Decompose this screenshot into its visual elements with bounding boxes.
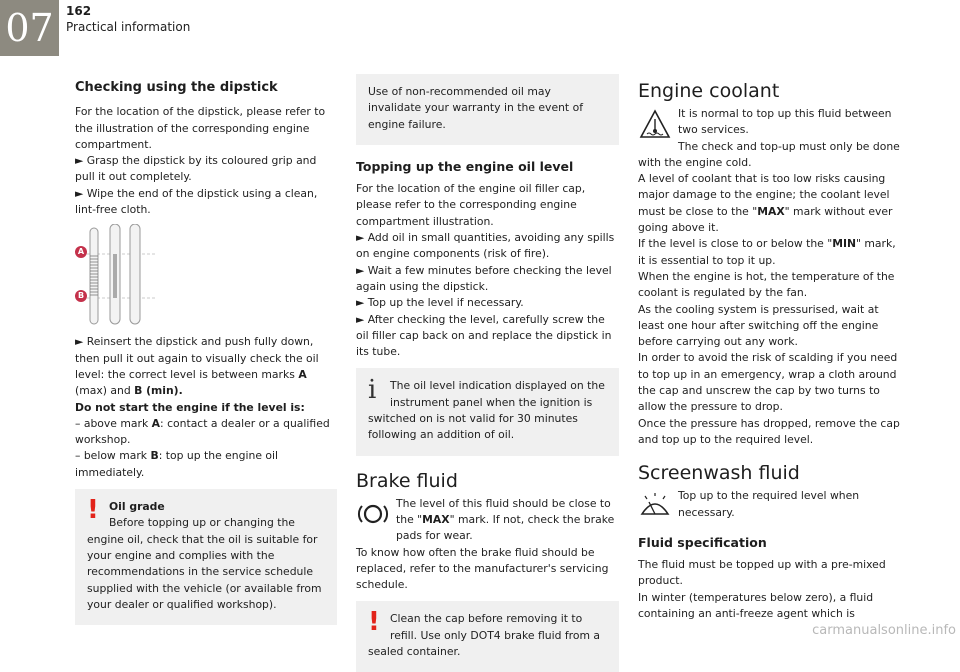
above-mark-text: – above mark A: contact a dealer or a qualified workshop. bbox=[75, 416, 330, 447]
coolant-text-1: It is normal to top up this fluid between two services. bbox=[678, 107, 892, 137]
coolant-text-4: If the level is close to or below the "MIN" mark, it is essential to top it up. bbox=[638, 237, 896, 267]
coolant-text-8: Once the pressure has dropped, remove the cap and top up to the required level. bbox=[638, 416, 900, 446]
coolant-icon bbox=[638, 108, 672, 140]
topping-step-4: ► After checking the level, carefully screw the oil filler cap back on and replace the dipstick in its tube. bbox=[356, 312, 612, 359]
dipstick-heading: Checking using the dipstick bbox=[75, 80, 278, 95]
warning-icon: ! bbox=[87, 495, 99, 526]
brake-fluid-icon bbox=[356, 498, 390, 530]
coolant-text-5: When the engine is hot, the temperature of the coolant is regulated by the fan. bbox=[638, 269, 895, 300]
topping-step-2: ► Wait a few minutes before checking the level again using the dipstick. bbox=[356, 263, 612, 293]
dipstick-intro: For the location of the dipstick, please refer to the illustration of the corresponding engine compartment. bbox=[75, 105, 326, 151]
oil-grade-box bbox=[75, 489, 337, 625]
screenwash-icon bbox=[638, 490, 672, 522]
coolant-text-2: The check and top-up must only be done with the engine cold. bbox=[638, 139, 900, 169]
warranty-note-box bbox=[356, 74, 619, 145]
screenwash-text: Top up to the required level when necessary. bbox=[678, 489, 860, 519]
brake-text-2: To know how often the brake fluid should be replaced, refer to the manufacturer's servicing schedule. bbox=[356, 545, 609, 592]
dipstick-step-2: ► Wipe the end of the dipstick using a clean, lint-free cloth. bbox=[75, 186, 318, 217]
page-number: 162 bbox=[66, 4, 92, 18]
brake-warning-box bbox=[356, 601, 619, 672]
info-icon: i bbox=[368, 375, 377, 406]
coolant-text-6: As the cooling system is pressurised, wait at least one hour after switching off the engine before carrying out any work. bbox=[638, 302, 879, 349]
below-mark-text: – below mark B: top up the engine oil immediately. bbox=[75, 449, 279, 479]
fluid-spec-heading: Fluid specification bbox=[638, 534, 767, 550]
oil-grade-text: Before topping up or changing the engine oil, check that the oil is suitable for your engine and complies with the recommendations in the service schedule supplied with the vehicle (or available from your dealer or qualified workshop). bbox=[87, 516, 322, 611]
coolant-heading: Engine coolant bbox=[638, 80, 780, 102]
oil-grade-title: Oil grade bbox=[109, 500, 165, 514]
section-title: Practical information bbox=[66, 20, 191, 34]
column-2 bbox=[356, 74, 619, 672]
column-3 bbox=[638, 80, 904, 622]
dipstick-step-3: ► Reinsert the dipstick and push fully down, then pull it out again to visually check the oil level: the correct level is between marks A (max) and B (min). bbox=[75, 335, 319, 398]
marker-b: B bbox=[75, 290, 87, 302]
brake-warning-text: Clean the cap before removing it to refill. Use only DOT4 brake fluid from a sealed container. bbox=[368, 612, 601, 659]
fluid-spec-1: The fluid must be topped up with a pre-mixed product. bbox=[638, 558, 886, 588]
topping-intro: For the location of the engine oil filler cap, please refer to the corresponding engine compartment illustration. bbox=[356, 182, 586, 228]
column-1 bbox=[75, 80, 337, 625]
brake-text-1: The level of this fluid should be close to the "MAX" mark. If not, check the brake pads for wear. bbox=[396, 496, 615, 543]
warning-icon: ! bbox=[368, 607, 380, 638]
coolant-text-7: In order to avoid the risk of scalding if you need to top up in an emergency, wrap a cloth around the cap and unscrew the cap by two turns to allow the pressure to drop. bbox=[638, 351, 898, 414]
brake-heading: Brake fluid bbox=[356, 469, 458, 492]
screenwash-heading: Screenwash fluid bbox=[638, 462, 800, 485]
dipstick-step-1: ► Grasp the dipstick by its coloured grip and pull it out completely. bbox=[75, 154, 317, 184]
topping-step-1: ► Add oil in small quantities, avoiding any spills on engine components (risk of fire). bbox=[356, 231, 615, 261]
marker-a: A bbox=[75, 246, 87, 258]
do-not-start-heading: Do not start the engine if the level is: bbox=[75, 400, 305, 414]
coolant-text-3: A level of coolant that is too low risks causing major damage to the engine; the coolant level must be close to the "MAX" mark without ever going above it. bbox=[638, 172, 893, 235]
chapter-tab: 07 bbox=[0, 0, 59, 56]
watermark: carmanualsonline.info bbox=[812, 623, 956, 638]
warranty-note: Use of non-recommended oil may invalidate your warranty in the event of engine failure. bbox=[368, 85, 583, 131]
topping-heading: Topping up the engine oil level bbox=[356, 158, 574, 174]
fluid-spec-2: In winter (temperatures below zero), a fluid containing an anti-freeze agent which is bbox=[638, 590, 874, 621]
topping-step-3: ► Top up the level if necessary. bbox=[356, 296, 524, 310]
dipstick-illustration bbox=[75, 224, 337, 326]
oil-info-text: The oil level indication displayed on the instrument panel when the ignition is switched on is not valid for 30 minutes following an addition of oil. bbox=[368, 379, 605, 442]
oil-info-box bbox=[356, 368, 619, 455]
